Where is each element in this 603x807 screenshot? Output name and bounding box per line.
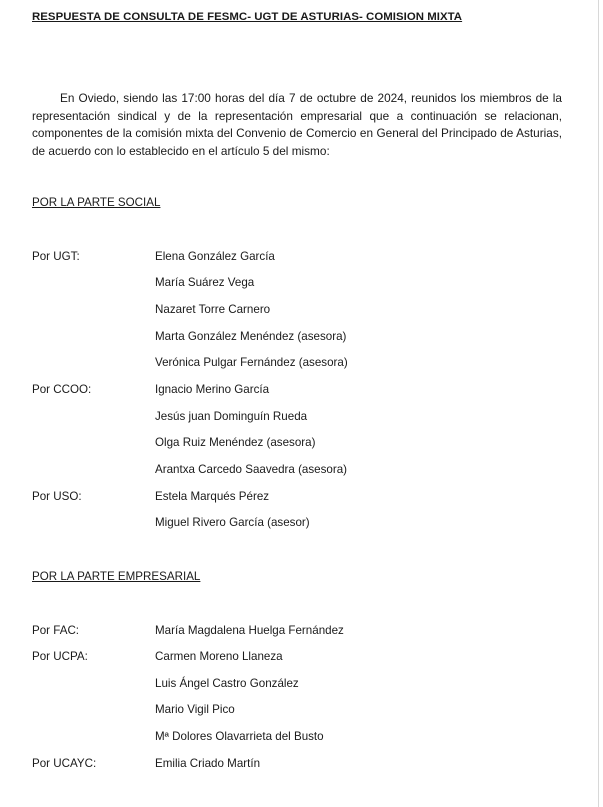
org-label-ugt: Por UGT:	[32, 250, 80, 263]
member-name: Jesús juan Dominguín Rueda	[155, 410, 308, 423]
member-name: Mario Vigil Pico	[155, 703, 235, 716]
member-name: Marta González Menéndez (asesora)	[155, 330, 347, 343]
org-label-fac: Por FAC:	[32, 624, 80, 637]
section-heading-empresarial: POR LA PARTE EMPRESARIAL	[32, 570, 201, 583]
member-name: Carmen Moreno Llaneza	[155, 650, 283, 663]
member-name: Verónica Pulgar Fernández (asesora)	[155, 356, 348, 369]
org-label-ucpa: Por UCPA:	[32, 650, 88, 663]
member-name: Nazaret Torre Carnero	[155, 303, 271, 316]
member-name: Arantxa Carcedo Saavedra (asesora)	[155, 463, 348, 476]
member-name: Elena González García	[155, 250, 275, 263]
document-title: RESPUESTA DE CONSULTA DE FESMC- UGT DE ASTURIAS- COMISION MIXTA	[32, 11, 463, 23]
member-name: Ignacio Merino García	[155, 383, 270, 396]
member-name: Olga Ruiz Menéndez (asesora)	[155, 436, 316, 449]
member-name: Emilia Criado Martín	[155, 757, 261, 770]
org-label-uso: Por USO:	[32, 490, 82, 503]
page-edge-line	[598, 0, 599, 807]
org-label-ucayc: Por UCAYC:	[32, 757, 97, 770]
member-name: María Suárez Vega	[155, 276, 255, 289]
member-name: Estela Marqués Pérez	[155, 490, 270, 503]
member-name: Miguel Rivero García (asesor)	[155, 516, 310, 529]
intro-paragraph: En Oviedo, siendo las 17:00 horas del día 7 de octubre de 2024, reunidos los miembros de la representación sindical y de la representación empresarial que a continuación se relacionan, componentes de la comisión mixta del Convenio de Comercio en General del Principado de Asturias, de acuerdo con lo establecido en el artículo 5 del mismo:	[32, 91, 562, 158]
section-heading-social: POR LA PARTE SOCIAL	[32, 196, 161, 209]
member-name: María Magdalena Huelga Fernández	[155, 624, 344, 637]
member-name: Luis Ángel Castro González	[155, 677, 299, 690]
member-name: Mª Dolores Olavarrieta del Busto	[155, 730, 324, 743]
org-label-ccoo: Por CCOO:	[32, 383, 92, 396]
